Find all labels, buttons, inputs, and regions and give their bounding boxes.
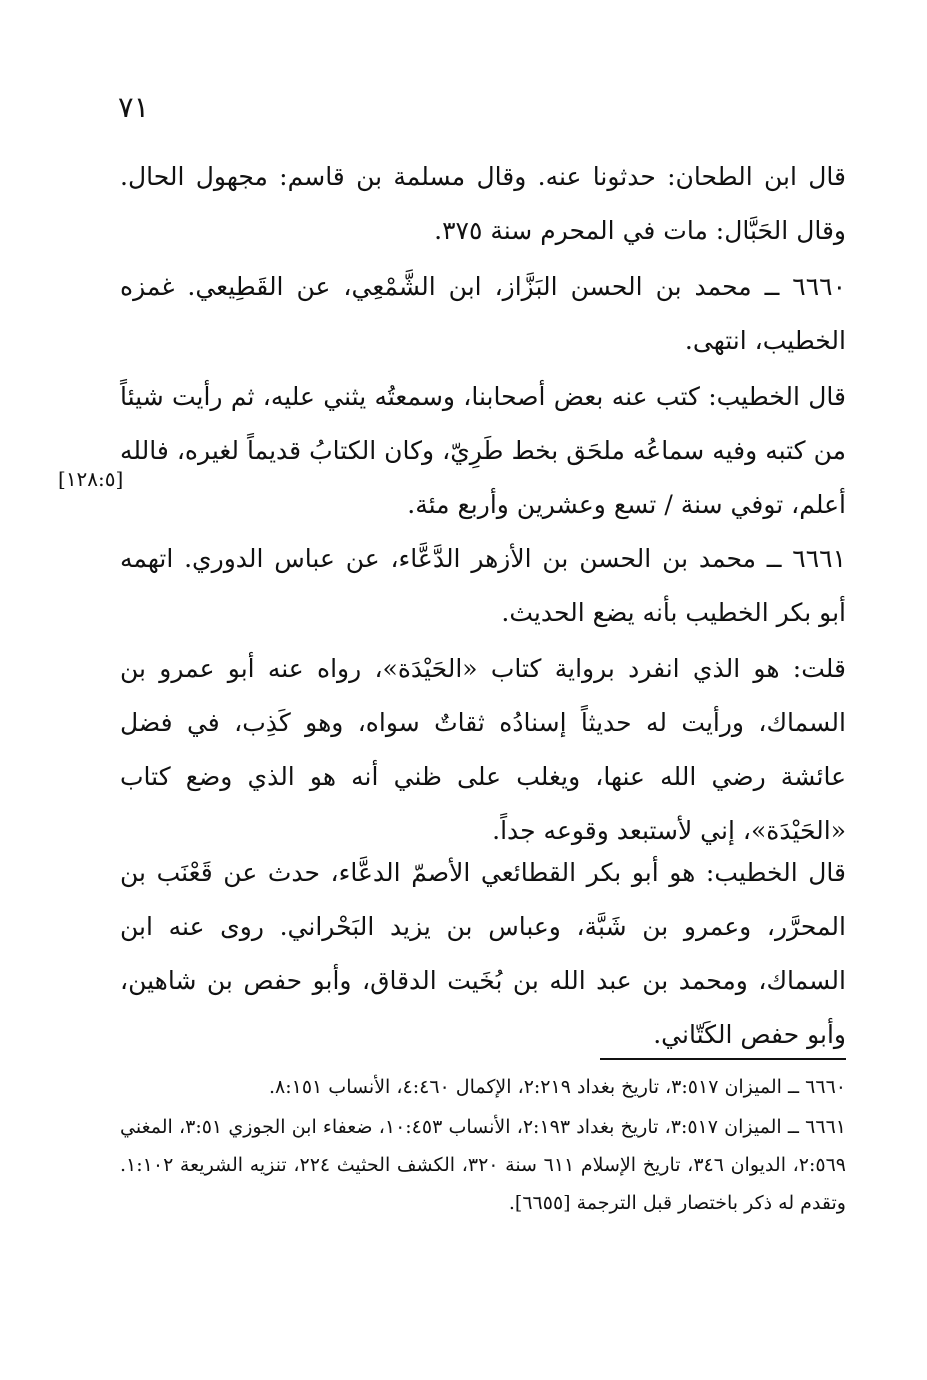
paragraph-ibn-tahhan: قال ابن الطحان: حدثونا عنه. وقال مسلمة بن قاسم: مجهول الحال. وقال الحَبَّال: مات في المحرم سنة ٣٧٥. xyxy=(120,162,846,245)
entry-6660: ٦٦٦٠ ــ محمد بن الحسن البَزَّاز، ابن الشَّمْعِي، عن القَطِيعي. غمزه الخطيب، انتهى. xyxy=(120,272,846,355)
footnote-6660: ٦٦٦٠ ــ الميزان ٣:٥١٧، تاريخ بغداد ٢:٢١٩، الإكمال ٤:٤٦٠، الأنساب ٨:١٥١. xyxy=(268,1076,846,1098)
paragraph-khatib-comment: قال الخطيب: كتب عنه بعض أصحابنا، وسمعتُه يثني عليه، ثم رأيت شيئاً من كتبه وفيه سماعُه ملحَق بخط طَرِيّ، وكان الكتابُ قديماً لغيره، فالله أعلم، توفي سنة / تسع وعشرين وأربع مئة. xyxy=(120,382,846,519)
footnote-separator xyxy=(600,1058,846,1060)
entry-6661: ٦٦٦١ ــ محمد بن الحسن بن الأزهر الدَّعَّاء، عن عباس الدوري. اتهمه أبو بكر الخطيب بأنه يضع الحديث. xyxy=(120,544,846,627)
page-number: ٧١ xyxy=(118,90,150,124)
margin-reference: [١٢٨:٥] xyxy=(58,467,124,491)
paragraph-khatib-biography: قال الخطيب: هو أبو بكر القطائعي الأصمّ الدعَّاء، حدث عن قَعْنَب بن المحرَّر، وعمرو بن شَبَّة، وعباس بن يزيد البَحْراني. روى عنه ابن السماك، ومحمد بن عبد الله بن بُخَيت الدقاق، وأبو حفص بن شاهين، وأبو حفص الكَتّاني. xyxy=(120,858,846,1049)
footnote-6661: ٦٦٦١ ــ الميزان ٣:٥١٧، تاريخ بغداد ٢:١٩٣، الأنساب ١٠:٤٥٣، ضعفاء ابن الجوزي ٣:٥١، المغني ٢:٥٦٩، الديوان ٣٤٦، تاريخ الإسلام ٦١١ سنة ٣٢٠، الكشف الحثيث ٢٢٤، تنزيه الشريعة ١:١٠٢. وتقدم له ذكر باختصار قبل الترجمة [٦٦٥٥]. xyxy=(120,1116,846,1214)
paragraph-qultu: قلت: هو الذي انفرد برواية كتاب «الحَيْدَة»، رواه عنه أبو عمرو بن السماك، ورأيت له حديثاً إسنادُه ثقاتٌ سواه، وهو كَذِب، في فضل عائشة رضي الله عنها، ويغلب على ظني أنه هو الذي وضع كتاب «الحَيْدَة»، إني لأستبعد وقوعه جداً. xyxy=(120,654,846,845)
